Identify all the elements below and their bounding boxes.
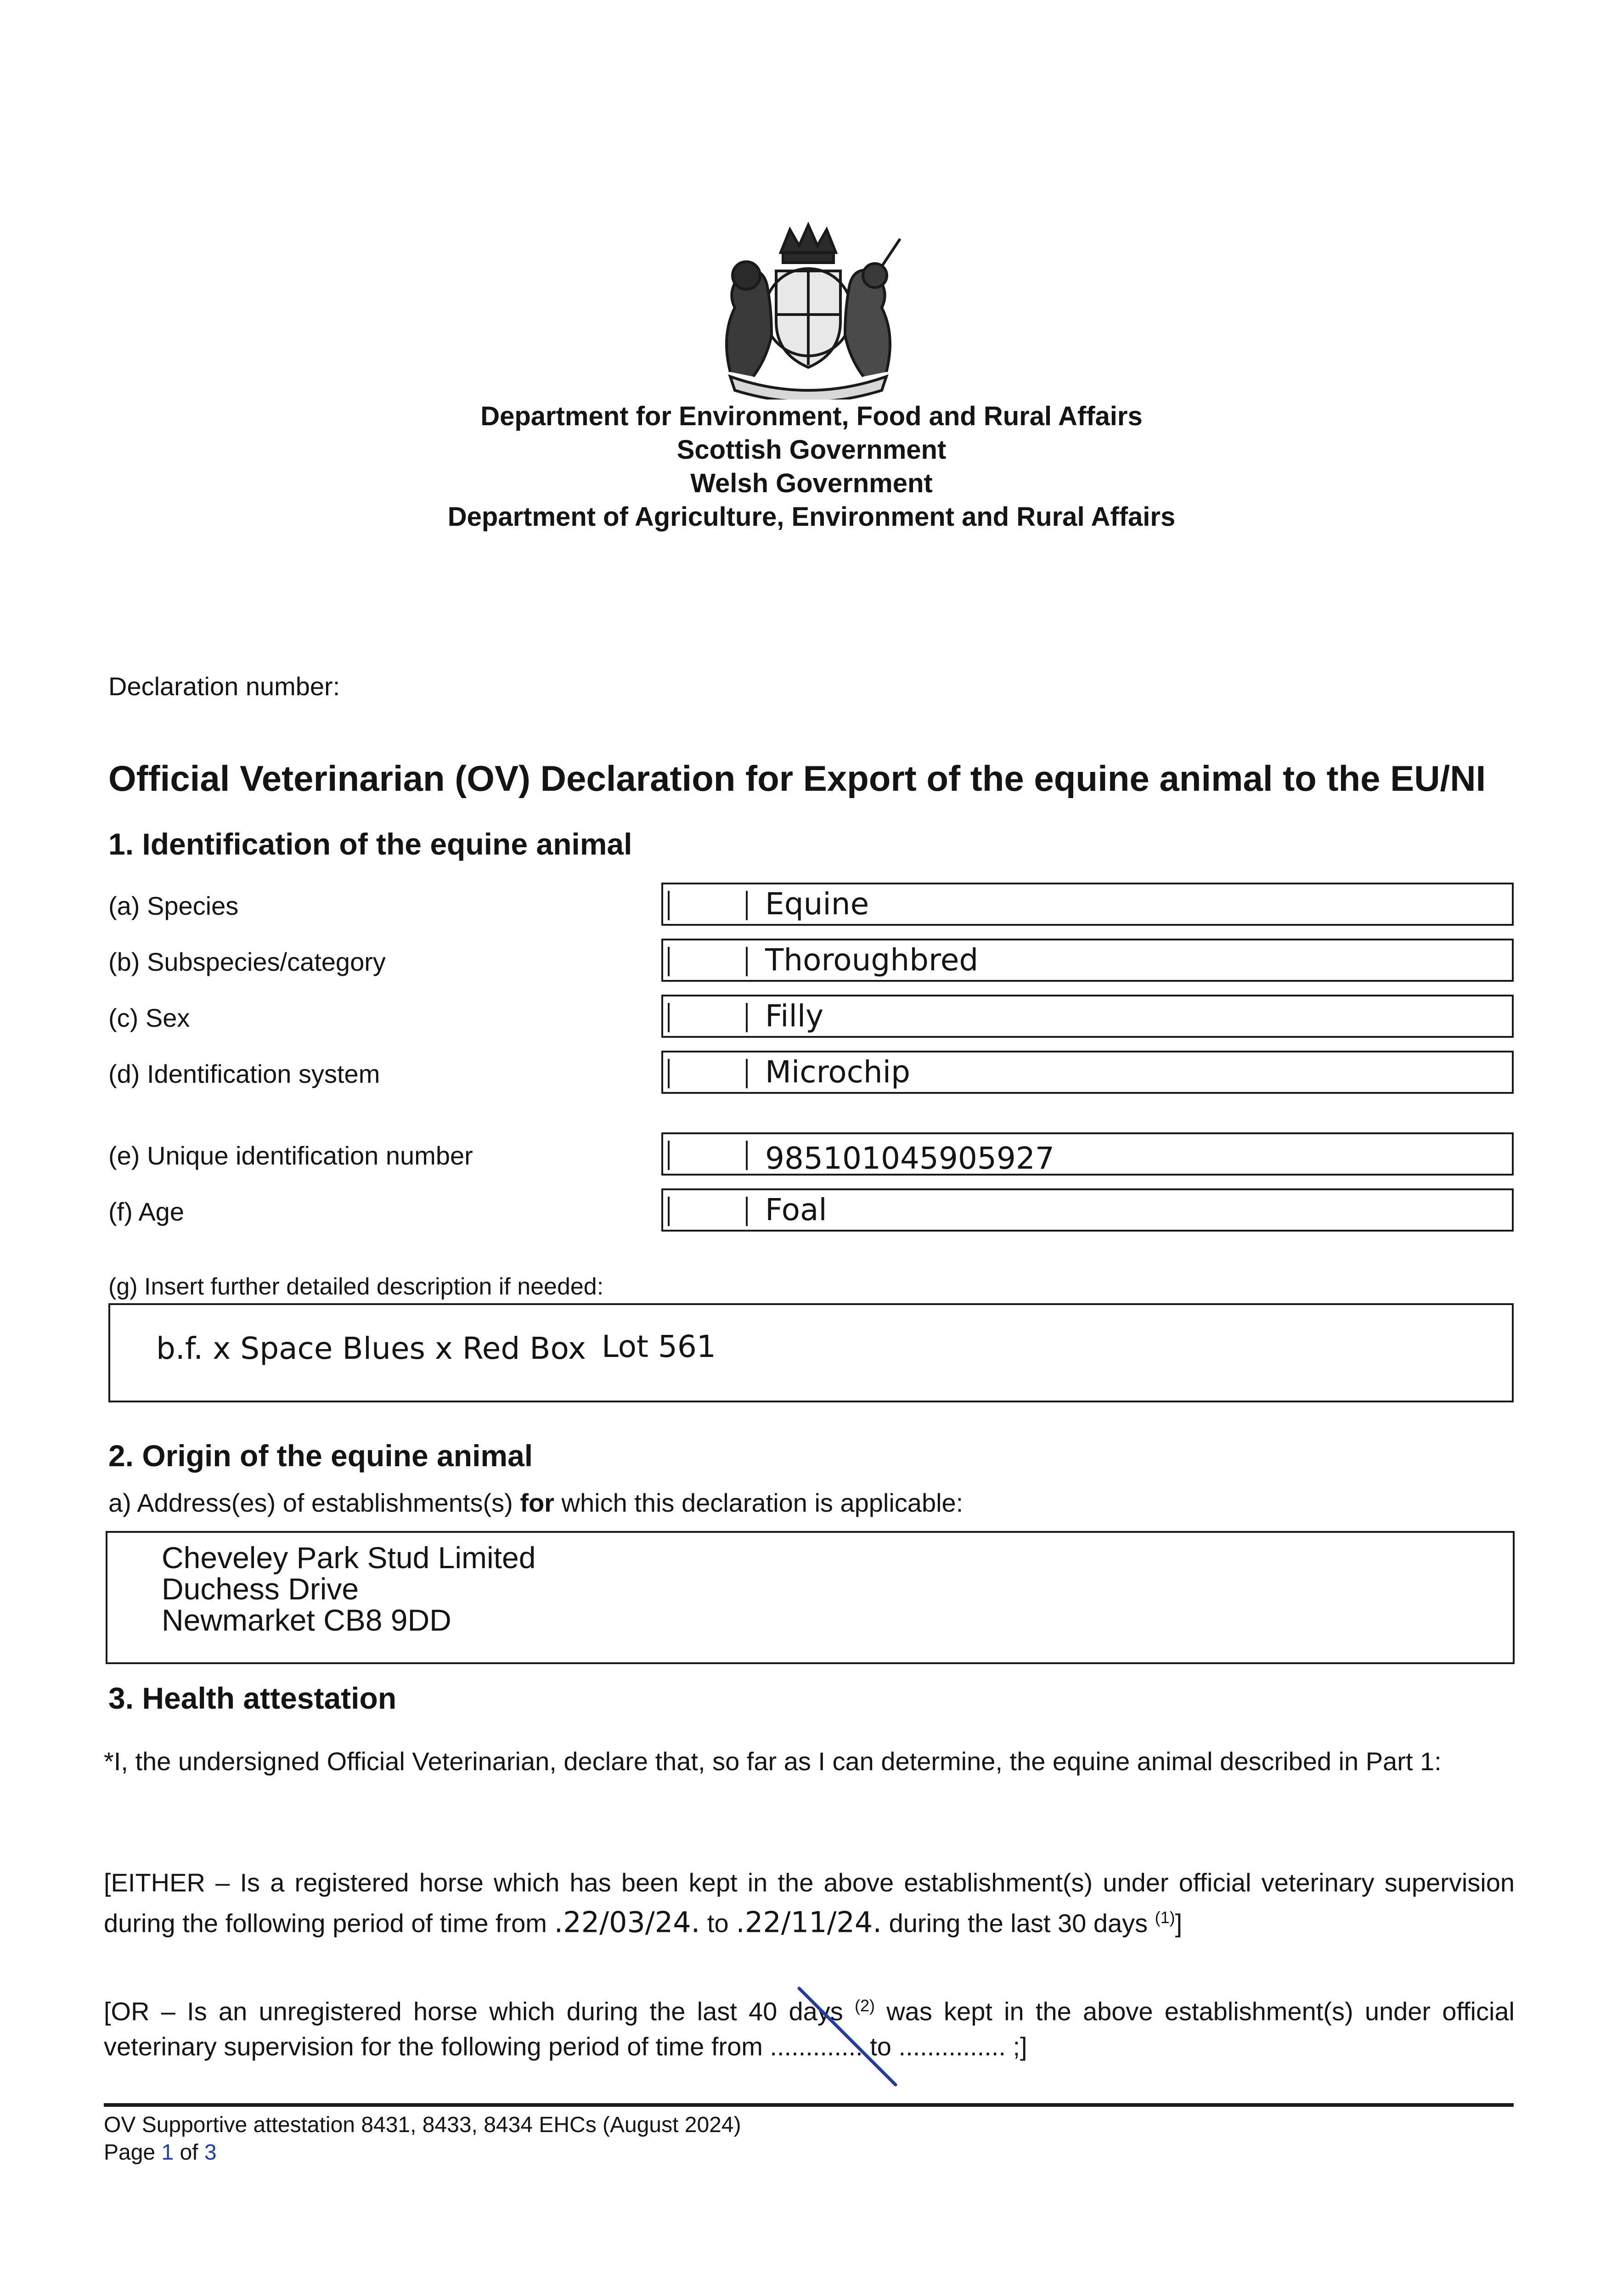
- address-line: Duchess Drive: [162, 1572, 359, 1606]
- department-line: Department for Environment, Food and Rural Affairs: [480, 401, 1143, 431]
- address-label: a) Address(es) of establishments(s) for which this declaration is applicable:: [108, 1488, 964, 1517]
- section-3-heading: 3. Health attestation: [108, 1681, 397, 1715]
- age-value: Foal: [765, 1192, 827, 1227]
- species-field[interactable]: [661, 883, 1514, 926]
- supervision-to-date: .22/11/24.: [736, 1905, 882, 1939]
- address-line: Newmarket CB8 9DD: [162, 1603, 451, 1637]
- sex-label: (c) Sex: [108, 1003, 190, 1032]
- unique-id-label: (e) Unique identification number: [108, 1141, 473, 1170]
- page-title: Official Veterinarian (OV) Declaration for Export of the equine animal to the EU/NI: [108, 758, 1486, 799]
- address-line: Cheveley Park Stud Limited: [162, 1541, 536, 1575]
- age-label: (f) Age: [108, 1197, 184, 1226]
- footer-rule: [104, 2103, 1514, 2107]
- department-line: Welsh Government: [690, 468, 933, 498]
- sex-field[interactable]: [661, 995, 1514, 1038]
- page-number: Page 1 of 3: [104, 2140, 217, 2165]
- declaration-number-label: Declaration number:: [108, 672, 340, 701]
- footer-attestation: OV Supportive attestation 8431, 8433, 8434 EHCs (August 2024): [104, 2113, 741, 2137]
- subspecies-field[interactable]: [661, 939, 1514, 982]
- health-intro: *I, the undersigned Official Veterinarian, declare that, so far as I can determine, the equine animal described in Part 1:: [104, 1747, 1442, 1776]
- species-label: (a) Species: [108, 891, 239, 920]
- species-value: Equine: [765, 886, 869, 922]
- identification-system-value: Microchip: [765, 1054, 910, 1090]
- unique-id-value: 985101045905927: [765, 1141, 1054, 1176]
- further-description-field[interactable]: [108, 1303, 1514, 1402]
- royal-coat-of-arms-icon: [703, 220, 914, 400]
- supervision-from-date: .22/03/24.: [554, 1905, 700, 1939]
- lot-number: Lot 561: [602, 1329, 716, 1364]
- age-field[interactable]: [661, 1188, 1514, 1232]
- strikethrough-mark: [795, 1984, 905, 2092]
- sex-value: Filly: [765, 998, 824, 1034]
- or-clause: [OR – Is an unregistered horse which during the last 40 days $^{(2)}$ was kept in the above establishment(s) under official veterinary supervision for the following period of time from ............. to ............... ;]: [104, 1996, 1515, 2061]
- establishment-address-field[interactable]: [106, 1531, 1515, 1664]
- section-2-heading: 2. Origin of the equine animal: [108, 1439, 533, 1473]
- either-clause: [EITHER – Is a registered horse which has been kept in the above establishment(s) under official veterinary supervision during the following period of time from .22/03/24. to .22/11/24. during the last 30 days $^{(1)}$]: [104, 1868, 1515, 1939]
- identification-system-label: (d) Identification system: [108, 1059, 380, 1088]
- unique-id-field[interactable]: [661, 1132, 1514, 1176]
- section-1-heading: 1. Identification of the equine animal: [108, 827, 632, 861]
- department-line: Scottish Government: [676, 435, 947, 465]
- identification-system-field[interactable]: [661, 1051, 1514, 1094]
- subspecies-label: (b) Subspecies/category: [108, 947, 386, 976]
- further-description-label: (g) Insert further detailed description if needed:: [108, 1273, 604, 1300]
- department-line: Department of Agriculture, Environment and Rural Affairs: [447, 502, 1176, 532]
- further-description-value: b.f. x Space Blues x Red Box: [156, 1331, 586, 1366]
- subspecies-value: Thoroughbred: [765, 942, 979, 978]
- issuing-departments: [0, 400, 1623, 534]
